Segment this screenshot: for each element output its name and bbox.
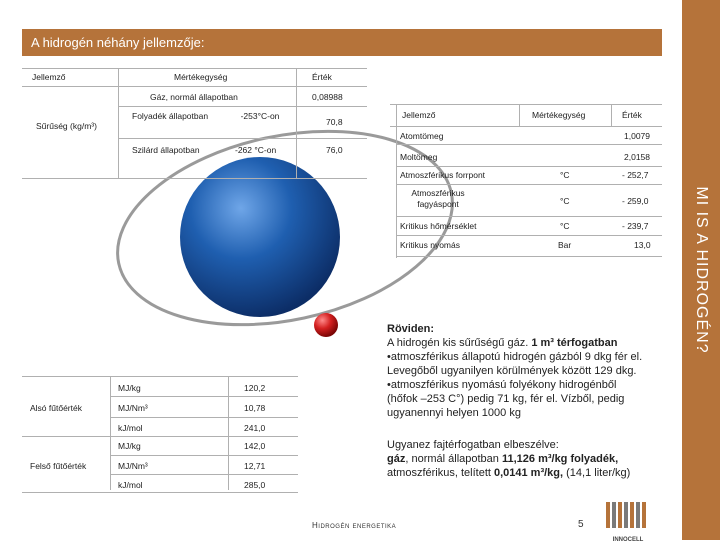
summary-heading: Röviden:	[387, 323, 435, 335]
heat-row-value: 10,78	[244, 403, 266, 413]
heat-row-unit: kJ/mol	[118, 423, 143, 433]
props-row-unit: Bar	[558, 240, 572, 250]
side-title: MI IS A HIDROGÉN?	[693, 186, 710, 354]
props-row-value: - 259,0	[622, 196, 649, 206]
density-header-unit: Mértékegység	[174, 72, 228, 82]
props-row-name: Kritikus hőmérséklet	[400, 221, 477, 231]
props-row-unit: °C	[560, 170, 570, 180]
props-row-value: 1,0079	[624, 131, 650, 141]
innocell-logo-mark	[604, 498, 652, 532]
props-row-name: Atmoszférikus forrpont	[400, 170, 486, 180]
props-row-name: Kritikus nyomás	[400, 240, 460, 250]
heat-row-value: 120,2	[244, 383, 266, 393]
liquid-state-label: Folyadék állapotban	[132, 111, 209, 121]
props-row-unit: °C	[560, 196, 570, 206]
specific-volume-line: atmoszférikus, telített 0,0141 m³/kg, (14,1 liter/kg)	[387, 467, 631, 479]
props-row-value: - 239,7	[622, 221, 649, 231]
props-row-name: Atomtömeg	[400, 131, 444, 141]
summary-line: Levegőből ugyanilyen körülmények között 129 dkg.	[387, 365, 637, 377]
summary-line: •atmoszférikus állapotú hidrogén gázból 9 dkg fér el.	[387, 351, 643, 363]
liquid-density-value: 70,8	[326, 117, 343, 127]
heat-row-unit: MJ/kg	[118, 441, 141, 451]
specific-volume-intro: Ugyanez fajtérfogatban elbeszélve:	[387, 439, 559, 451]
heat-row-value: 285,0	[244, 480, 266, 490]
heat-row-unit: kJ/mol	[118, 480, 143, 490]
nucleus	[180, 157, 340, 317]
footer-title: Hidrogén energetika	[312, 521, 397, 530]
upper-heating-label: Felső fűtőérték	[30, 461, 87, 471]
logo-text: INNOCELL	[612, 537, 644, 543]
props-row-name: Atmoszférikus fagyáspont	[411, 188, 465, 209]
props-header-unit: Mértékegység	[532, 110, 586, 120]
summary-line: (hőfok –253 C°) pedig 71 kg, fér el. Vízből, pedig	[387, 393, 625, 405]
props-row-value: 2,0158	[624, 152, 650, 162]
gas-state-label: Gáz, normál állapotban	[150, 92, 238, 102]
summary-line: •atmoszférikus nyomású folyékony hidrogénből	[387, 379, 617, 391]
props-row-value: - 252,7	[622, 170, 649, 180]
density-header-property: Jellemző	[32, 72, 66, 82]
solid-temperature: -262 °C-on	[235, 145, 277, 155]
heat-row-value: 12,71	[244, 461, 266, 471]
title-bar	[22, 29, 662, 56]
props-row-value: 13,0	[634, 240, 651, 250]
solid-density-value: 76,0	[326, 145, 343, 155]
side-title-bar	[682, 0, 720, 540]
summary-text	[387, 322, 677, 420]
props-row-name: Moltömeg	[400, 152, 438, 162]
slide-title: A hidrogén néhány jellemzője:	[31, 35, 205, 50]
props-header-property: Jellemző	[402, 110, 436, 120]
density-header-value: Érték	[312, 72, 332, 82]
liquid-temperature: -253°C-on	[240, 111, 280, 121]
gas-density-value: 0,08988	[312, 92, 343, 102]
heat-row-value: 142,0	[244, 441, 266, 451]
page-number: 5	[578, 519, 584, 530]
density-label: Sűrűség (kg/m³)	[36, 121, 97, 131]
electron	[314, 313, 338, 337]
innocell-logo	[604, 498, 652, 543]
solid-state-label: Szilárd állapotban	[132, 145, 200, 155]
heat-row-unit: MJ/Nm³	[118, 461, 148, 471]
props-row-unit: °C	[560, 221, 570, 231]
lower-heating-label: Alsó fűtőérték	[30, 403, 82, 413]
specific-volume-line: gáz, normál állapotban 11,126 m³/kg folyadék,	[387, 453, 619, 465]
specific-volume-text	[387, 438, 677, 480]
props-header-value: Érték	[622, 110, 642, 120]
heat-row-unit: MJ/kg	[118, 383, 141, 393]
heat-row-value: 241,0	[244, 423, 266, 433]
summary-line: A hidrogén kis sűrűségű gáz. 1 m³ térfogatban	[387, 337, 618, 349]
summary-line: ugyanennyi helyen 1000 kg	[387, 407, 521, 419]
heat-row-unit: MJ/Nm³	[118, 403, 148, 413]
